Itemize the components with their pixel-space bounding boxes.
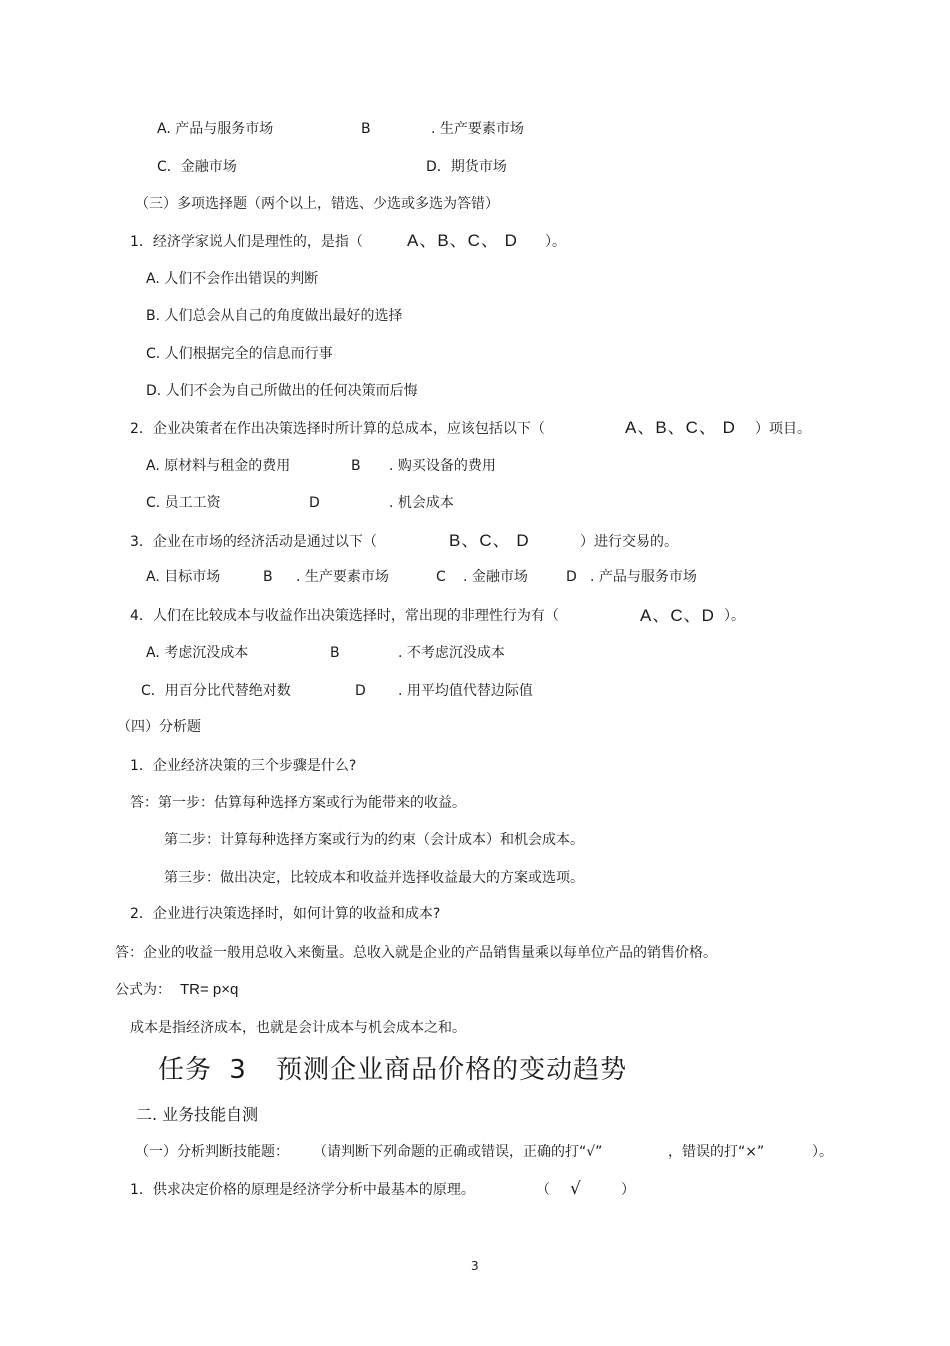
section-heading-analysis: （四）分析题 bbox=[117, 719, 201, 735]
question-4-option-a: A. 考虑沉没成本 bbox=[146, 645, 249, 661]
option-a: A. 产品与服务市场 bbox=[157, 121, 274, 137]
option-d: D．期货市场 bbox=[426, 159, 507, 175]
task-title-number: 3 bbox=[229, 1055, 247, 1085]
section-heading-multiple-choice: （三）多项选择题（两个以上，错选、少选或多选为答错） bbox=[135, 196, 499, 212]
option-b: . 生产要素市场 bbox=[431, 121, 524, 137]
question-1-option-b: B. 人们总会从自己的角度做出最好的选择 bbox=[146, 308, 403, 324]
subheading-skills-test: 二. 业务技能自测 bbox=[136, 1105, 259, 1124]
question-1-option-d: D. 人们不会为自己所做出的任何决策而后悔 bbox=[146, 383, 418, 399]
question-4-option-d-letter: D bbox=[355, 683, 366, 699]
question-2-option-c: C. 员工工资 bbox=[146, 495, 221, 511]
question-2-answer: A、B、C、 D bbox=[625, 418, 736, 437]
question-1-option-c: C. 人们根据完全的信息而行事 bbox=[146, 346, 333, 362]
question-3-option-c-letter: C bbox=[436, 569, 446, 585]
question-1-stem: 1．经济学家说人们是理性的，是指（ bbox=[130, 234, 363, 250]
page-number: 3 bbox=[471, 1259, 479, 1273]
judge-heading-instruction-2: ，错误的打“×” bbox=[668, 1144, 765, 1160]
option-b-letter: B bbox=[361, 121, 371, 137]
judge-question-1-close: ） bbox=[621, 1182, 635, 1198]
question-4-option-b-letter: B bbox=[330, 645, 340, 661]
judge-question-1-mark: √ bbox=[570, 1179, 581, 1199]
question-2-option-d-letter: D bbox=[309, 495, 320, 511]
formula: TR= p×q bbox=[180, 981, 239, 998]
question-4-answer: A、C、D bbox=[640, 606, 715, 625]
analysis-question-2: 2．企业进行决策选择时，如何计算的收益和成本? bbox=[130, 906, 441, 922]
analysis-answer-2-line-3: 成本是指经济成本，也就是会计成本与机会成本之和。 bbox=[130, 1020, 466, 1036]
question-3-option-a: A. 目标市场 bbox=[146, 569, 221, 585]
judge-heading-end: ）。 bbox=[812, 1144, 833, 1160]
question-2-stem: 2．企业决策者在作出决策选择时所计算的总成本，应该包括以下（ bbox=[130, 421, 545, 437]
analysis-answer-1-line-2: 第二步：计算每种选择方案或行为的约束（会计成本）和机会成本。 bbox=[164, 832, 584, 848]
question-4-stem-end: ）。 bbox=[724, 608, 745, 624]
analysis-answer-2-line-1: 答：企业的收益一般用总收入来衡量。总收入就是企业的产品销售量乘以每单位产品的销售价格。 bbox=[115, 945, 717, 961]
question-1-stem-end: ）。 bbox=[545, 234, 566, 250]
question-3-answer: B、C、 D bbox=[449, 531, 530, 550]
question-4-option-d: . 用平均值代替边际值 bbox=[398, 683, 533, 699]
question-3-stem-end: ）进行交易的。 bbox=[580, 534, 678, 550]
question-4-option-c: C．用百分比代替绝对数 bbox=[141, 683, 291, 699]
task-title-prefix: 任务 bbox=[158, 1055, 213, 1085]
task-title bbox=[158, 1054, 627, 1086]
question-3-option-b: . 生产要素市场 bbox=[296, 569, 389, 585]
question-3-option-d-letter: D bbox=[566, 569, 577, 585]
question-3-stem: 3．企业在市场的经济活动是通过以下（ bbox=[130, 534, 377, 550]
question-1-answer: A、B、C、 D bbox=[407, 231, 518, 250]
analysis-answer-1-line-3: 第三步：做出决定，比较成本和收益并选择收益最大的方案或选项。 bbox=[164, 870, 584, 886]
question-2-option-b: . 购买设备的费用 bbox=[389, 458, 496, 474]
question-3-option-c: . 金融市场 bbox=[463, 569, 528, 585]
formula-label: 公式为： bbox=[115, 982, 171, 998]
question-2-option-a: A. 原材料与租金的费用 bbox=[146, 458, 291, 474]
analysis-answer-1-line-1: 答：第一步：估算每种选择方案或行为能带来的收益。 bbox=[130, 795, 466, 811]
task-title-text: 预测企业商品价格的变动趋势 bbox=[276, 1055, 628, 1085]
question-1-option-a: A. 人们不会作出错误的判断 bbox=[146, 271, 319, 287]
analysis-question-1: 1．企业经济决策的三个步骤是什么? bbox=[130, 758, 357, 774]
question-4-stem: 4．人们在比较成本与收益作出决策选择时，常出现的非理性行为有（ bbox=[130, 608, 559, 624]
judge-heading-instruction: （请判断下列命题的正确或错误，正确的打“√” bbox=[313, 1144, 603, 1160]
question-2-option-b-letter: B bbox=[351, 458, 361, 474]
option-c: C．金融市场 bbox=[157, 159, 237, 175]
judge-heading: （一）分析判断技能题： bbox=[135, 1144, 289, 1160]
question-2-option-d: . 机会成本 bbox=[389, 495, 454, 511]
judge-question-1: 1．供求决定价格的原理是经济学分析中最基本的原理。 bbox=[130, 1182, 475, 1198]
question-3-option-d: . 产品与服务市场 bbox=[590, 569, 697, 585]
question-4-option-b: . 不考虑沉没成本 bbox=[398, 645, 505, 661]
judge-question-1-open: （ bbox=[536, 1182, 550, 1198]
question-3-option-b-letter: B bbox=[263, 569, 273, 585]
question-2-stem-end: ）项目。 bbox=[755, 421, 811, 437]
